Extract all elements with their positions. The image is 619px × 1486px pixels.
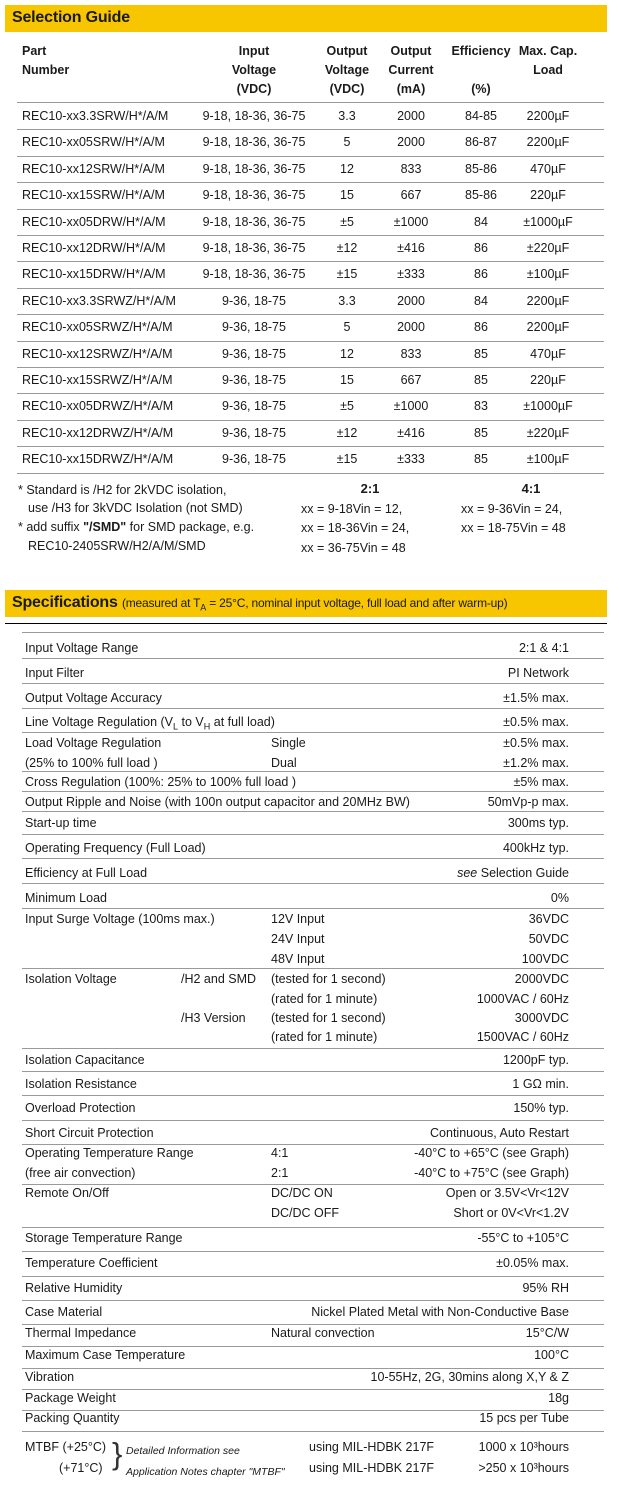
table-cell: ±12 <box>336 425 358 440</box>
spec-value: Open or 3.5V<Vr<12V <box>445 1186 569 1200</box>
table-cell: 2200µF <box>526 320 570 335</box>
spec-condition: (tested for 1 second) <box>271 1011 386 1025</box>
table-header-rule <box>17 102 604 103</box>
table-cell: 84-85 <box>465 109 497 123</box>
table-cell: ±220µF <box>526 425 570 440</box>
spec-label: Case Material <box>25 1305 103 1319</box>
table-cell: ±220µF <box>526 241 570 255</box>
spec-label: Vibration <box>25 1370 75 1384</box>
row-divider <box>17 473 604 474</box>
spec-label: Operating Temperature Range <box>25 1146 194 1160</box>
row-divider <box>17 314 604 315</box>
table-cell: 9-36, 18-75 <box>222 346 286 361</box>
spec-value: 1500VAC / 60Hz <box>476 1030 569 1044</box>
spec-value: 400kHz typ. <box>502 841 569 855</box>
spec-value: 50mVp-p max. <box>487 795 569 809</box>
column-header: Efficiency (%) <box>451 44 511 96</box>
ratio-2-1-title: 2:1 <box>360 481 380 496</box>
table-cell: 83 <box>474 399 488 414</box>
table-cell: 9-36, 18-75 <box>222 399 286 414</box>
ratio-4-1-line1: xx = 9-36Vin = 24, <box>461 502 563 516</box>
spec-divider <box>22 1095 604 1096</box>
spec-label: (free air convection) <box>25 1166 136 1180</box>
spec-condition: DC/DC ON <box>271 1186 333 1200</box>
table-cell: ±416 <box>397 425 425 440</box>
spec-label: Package Weight <box>25 1391 116 1405</box>
spec-divider <box>22 1324 604 1325</box>
spec-value: 2:1 & 4:1 <box>518 641 569 655</box>
spec-label: Thermal Impedance <box>25 1326 137 1340</box>
table-cell: ±1000µF <box>523 399 573 414</box>
table-cell: 9-18, 18-36, 36-75 <box>202 267 306 282</box>
table-cell: REC10-xx15SRWZ/H*/A/M <box>22 373 173 387</box>
spec-divider <box>22 858 604 859</box>
spec-divider <box>22 811 604 812</box>
specifications-title: Specifications (measured at $T_A = 25^\circ C$, nominal input voltage, full load and after warm-up) <box>12 594 508 613</box>
note-smd: * add suffix "/SMD" for SMD package, e.g. <box>18 520 255 534</box>
spec-condition: Natural convection <box>271 1326 375 1340</box>
spec-value: 1000 x 10³hours <box>478 1440 569 1454</box>
table-cell: 9-18, 18-36, 36-75 <box>202 109 306 123</box>
table-cell: 9-18, 18-36, 36-75 <box>202 214 306 229</box>
spec-value: ±1.2% max. <box>503 756 569 770</box>
spec-value: 15 pcs per Tube <box>479 1411 569 1425</box>
table-cell: 2200µF <box>526 109 570 123</box>
spec-value: ±5% max. <box>513 775 569 789</box>
ratio-2-1-line2: xx = 18-36Vin = 24, <box>301 521 410 535</box>
spec-value: 1000VAC / 60Hz <box>476 992 569 1006</box>
table-cell: 85 <box>474 452 488 467</box>
spec-value: ±0.05% max. <box>496 1256 569 1270</box>
table-cell: 9-36, 18-75 <box>222 373 286 387</box>
spec-value: see Selection Guide <box>457 866 569 880</box>
row-divider <box>17 261 604 262</box>
spec-value: -40°C to +75°C (see Graph) <box>414 1166 569 1180</box>
spec-value: Nickel Plated Metal with Non-Conductive Base <box>311 1305 569 1319</box>
table-cell: 9-36, 18-75 <box>222 293 286 308</box>
row-divider <box>17 156 604 157</box>
table-cell: 85 <box>474 373 488 387</box>
column-header: Part Number <box>22 44 70 77</box>
table-cell: REC10-xx05SRW/H*/A/M <box>22 135 165 150</box>
table-cell: REC10-xx05DRWZ/H*/A/M <box>22 399 174 414</box>
spec-divider <box>22 658 604 659</box>
table-cell: 9-18, 18-36, 36-75 <box>202 135 306 150</box>
spec-label: Input Surge Voltage (100ms max.) <box>25 912 215 926</box>
table-cell: 2000 <box>397 320 425 335</box>
table-cell: 12 <box>340 161 354 176</box>
spec-value: 0% <box>550 891 569 905</box>
spec-value: ±0.5% max. <box>503 715 569 729</box>
spec-divider <box>22 771 604 772</box>
spec-divider <box>22 1368 604 1369</box>
table-cell: ±1000µF <box>523 214 573 229</box>
table-cell: 833 <box>400 161 422 176</box>
spec-value: 2000VDC <box>514 972 569 986</box>
table-cell: REC10-xx12SRW/H*/A/M <box>22 161 165 176</box>
row-divider <box>17 235 604 236</box>
table-cell: ±416 <box>397 241 425 255</box>
table-cell: 3.3 <box>338 293 356 308</box>
table-cell: REC10-xx12DRW/H*/A/M <box>22 241 166 255</box>
spec-label: Isolation Capacitance <box>25 1053 145 1067</box>
spec-condition: (rated for 1 minute) <box>271 992 378 1006</box>
mtbf-brace: } <box>112 1436 123 1471</box>
table-cell: 84 <box>474 293 488 308</box>
spec-condition: using MIL-HDBK 217F <box>309 1440 435 1454</box>
spec-divider <box>22 632 604 633</box>
spec-condition: 2:1 <box>271 1166 289 1180</box>
table-cell: 3.3 <box>338 109 356 123</box>
table-cell: ±100µF <box>526 267 570 282</box>
table-cell: REC10-xx12SRWZ/H*/A/M <box>22 346 173 361</box>
spec-divider <box>22 1300 604 1301</box>
table-cell: 9-36, 18-75 <box>222 425 286 440</box>
spec-value: >250 x 10³hours <box>478 1461 569 1475</box>
selection-guide-title: Selection Guide <box>12 9 130 26</box>
table-cell: 667 <box>400 188 422 203</box>
spec-variant: /H3 Version <box>181 1011 246 1025</box>
spec-label: Operating Frequency (Full Load) <box>25 841 206 855</box>
table-cell: 85 <box>474 425 488 440</box>
table-cell: ±15 <box>336 452 358 467</box>
selection-guide-header-bar <box>5 5 607 32</box>
spec-label: Input Voltage Range <box>25 641 139 655</box>
column-header: Output Current (mA) <box>388 44 434 96</box>
specifications-header-bar <box>5 590 607 617</box>
table-cell: 470µF <box>530 161 566 176</box>
table-cell: REC10-xx05SRWZ/H*/A/M <box>22 320 173 335</box>
table-cell: 15 <box>340 188 354 203</box>
table-cell: REC10-xx12DRWZ/H*/A/M <box>22 425 174 440</box>
spec-label: Temperature Coefficient <box>25 1256 158 1270</box>
note-standard: * Standard is /H2 for 2kVDC isolation, <box>18 483 227 497</box>
table-cell: ±1000 <box>393 214 429 229</box>
table-cell: 86-87 <box>465 135 497 150</box>
spec-divider <box>22 1346 604 1347</box>
spec-condition: 4:1 <box>271 1146 289 1160</box>
spec-divider <box>22 1276 604 1277</box>
spec-value: 1 GΩ min. <box>512 1077 569 1091</box>
row-divider <box>17 341 604 342</box>
specifications-top-rule <box>5 623 607 624</box>
spec-divider <box>22 1071 604 1072</box>
table-cell: 470µF <box>530 346 566 361</box>
table-cell: REC10-xx15SRW/H*/A/M <box>22 188 165 203</box>
spec-label: Storage Temperature Range <box>25 1231 183 1245</box>
spec-label: Output Voltage Accuracy <box>25 691 162 705</box>
spec-label: (25% to 100% full load ) <box>25 756 158 770</box>
spec-label: Remote On/Off <box>25 1186 109 1200</box>
table-cell: 2000 <box>397 135 425 150</box>
spec-value: 10-55Hz, 2G, 30mins along X,Y & Z <box>370 1370 569 1384</box>
spec-divider <box>22 1144 604 1145</box>
spec-divider <box>22 1431 604 1432</box>
spec-value: 15°C/W <box>525 1326 569 1340</box>
spec-divider <box>22 1120 604 1121</box>
table-cell: 85-86 <box>465 161 497 176</box>
spec-label: Minimum Load <box>25 891 107 905</box>
spec-value: 300ms typ. <box>507 816 569 830</box>
ratio-2-1-line3: xx = 36-75Vin = 48 <box>301 541 406 555</box>
spec-label: MTBF (+25°C) <box>25 1440 107 1454</box>
table-cell: 2200µF <box>526 293 570 308</box>
row-divider <box>17 129 604 130</box>
table-cell: 2000 <box>397 293 425 308</box>
spec-note: Application Notes chapter "MTBF" <box>126 1466 285 1478</box>
spec-value: 100°C <box>534 1348 569 1362</box>
table-cell: 5 <box>343 320 351 335</box>
spec-divider <box>22 791 604 792</box>
ratio-4-1-line2: xx = 18-75Vin = 48 <box>461 521 566 535</box>
spec-condition: DC/DC OFF <box>271 1206 340 1220</box>
note-smd-example: REC10-2405SRW/H2/A/M/SMD <box>28 539 206 553</box>
spec-divider <box>22 1251 604 1252</box>
table-cell: 86 <box>474 320 488 335</box>
row-divider <box>17 393 604 394</box>
table-cell: REC10-xx3.3SRWZ/H*/A/M <box>22 293 176 308</box>
spec-divider <box>22 968 604 969</box>
table-cell: 5 <box>343 135 351 150</box>
spec-label: Line Voltage Regulation ($V_L$ to $V_H$ at full load) <box>25 715 275 732</box>
table-cell: 220µF <box>530 373 566 387</box>
table-cell: REC10-xx15DRWZ/H*/A/M <box>22 452 174 467</box>
table-cell: REC10-xx05DRW/H*/A/M <box>22 214 166 229</box>
table-cell: 12 <box>340 346 354 361</box>
column-header: Input Voltage (VDC) <box>231 44 277 96</box>
spec-value: 1200pF typ. <box>502 1053 569 1067</box>
table-cell: 220µF <box>530 188 566 203</box>
table-cell: 9-18, 18-36, 36-75 <box>202 241 306 255</box>
table-cell: 86 <box>474 267 488 282</box>
spec-value: 36VDC <box>528 912 569 926</box>
table-cell: 84 <box>474 214 488 229</box>
table-cell: 9-18, 18-36, 36-75 <box>202 188 306 203</box>
note-h3: use /H3 for 3kVDC Isolation (not SMD) <box>28 501 243 515</box>
spec-condition: Dual <box>271 756 297 770</box>
table-cell: 833 <box>400 346 422 361</box>
table-cell: 667 <box>400 373 422 387</box>
row-divider <box>17 288 604 289</box>
spec-label: Overload Protection <box>25 1101 136 1115</box>
spec-condition: Single <box>271 736 306 750</box>
spec-divider <box>22 1184 604 1185</box>
spec-divider <box>22 683 604 684</box>
ratio-2-1-line1: xx = 9-18Vin = 12, <box>301 502 403 516</box>
table-cell: 9-18, 18-36, 36-75 <box>202 161 306 176</box>
table-cell: ±15 <box>336 267 358 282</box>
spec-value: -55°C to +105°C <box>477 1231 569 1245</box>
spec-value: 150% typ. <box>513 1101 569 1115</box>
table-cell: 9-36, 18-75 <box>222 452 286 467</box>
ratio-4-1-title: 4:1 <box>521 481 541 496</box>
spec-divider <box>22 908 604 909</box>
spec-condition: 48V Input <box>271 952 325 966</box>
spec-divider <box>22 1227 604 1228</box>
spec-divider <box>22 708 604 709</box>
table-cell: ±333 <box>397 452 425 467</box>
spec-variant: /H2 and SMD <box>181 972 257 986</box>
table-cell: 2200µF <box>526 135 570 150</box>
spec-value: 95% RH <box>522 1281 569 1295</box>
row-divider <box>17 209 604 210</box>
table-cell: ±333 <box>397 267 425 282</box>
table-cell: 85 <box>474 346 488 361</box>
spec-condition: (rated for 1 minute) <box>271 1030 378 1044</box>
spec-label: Isolation Resistance <box>25 1077 137 1091</box>
spec-label: Output Ripple and Noise (with 100n output capacitor and 20MHz BW) <box>25 795 410 809</box>
table-cell: ±5 <box>340 214 354 229</box>
spec-divider <box>22 1389 604 1390</box>
table-cell: ±100µF <box>526 452 570 467</box>
spec-label: (+71°C) <box>59 1461 103 1475</box>
spec-label: Maximum Case Temperature <box>25 1348 186 1362</box>
table-cell: 9-36, 18-75 <box>222 320 286 335</box>
spec-value: 18g <box>548 1391 569 1405</box>
row-divider <box>17 182 604 183</box>
spec-value: ±1.5% max. <box>503 691 569 705</box>
spec-label: Relative Humidity <box>25 1281 123 1295</box>
table-cell: ±12 <box>336 241 358 255</box>
table-cell: 85-86 <box>465 188 497 203</box>
table-cell: ±1000 <box>393 399 429 414</box>
spec-value: Short or 0V<Vr<1.2V <box>453 1206 569 1220</box>
spec-value: -40°C to +65°C (see Graph) <box>414 1146 569 1160</box>
table-cell: 2000 <box>397 109 425 123</box>
spec-condition: (tested for 1 second) <box>271 972 386 986</box>
table-cell: REC10-xx15DRW/H*/A/M <box>22 267 166 282</box>
spec-condition: using MIL-HDBK 217F <box>309 1461 435 1475</box>
spec-value: Continuous, Auto Restart <box>430 1126 569 1140</box>
spec-condition: 12V Input <box>271 912 325 926</box>
table-cell: 15 <box>340 373 354 387</box>
spec-note: Detailed Information see <box>126 1445 240 1457</box>
spec-divider <box>22 1048 604 1049</box>
column-header: Output Voltage (VDC) <box>324 44 370 96</box>
table-cell: ±5 <box>340 399 354 414</box>
table-cell: 86 <box>474 241 488 255</box>
spec-condition: 24V Input <box>271 932 325 946</box>
spec-value: 3000VDC <box>514 1011 569 1025</box>
spec-divider <box>22 834 604 835</box>
spec-label: Start-up time <box>25 816 97 830</box>
spec-value: PI Network <box>507 666 569 680</box>
row-divider <box>17 446 604 447</box>
spec-label: Input Filter <box>25 666 85 680</box>
spec-label: Cross Regulation (100%: 25% to 100% full load ) <box>25 775 296 789</box>
spec-label: Load Voltage Regulation <box>25 736 162 750</box>
spec-label: Short Circuit Protection <box>25 1126 154 1140</box>
spec-value: 100VDC <box>521 952 569 966</box>
row-divider <box>17 367 604 368</box>
spec-label: Isolation Voltage <box>25 972 117 986</box>
spec-label: Packing Quantity <box>25 1411 120 1425</box>
spec-divider <box>22 883 604 884</box>
row-divider <box>17 420 604 421</box>
column-header: Max. Cap. Load <box>518 44 578 77</box>
specifications-subtitle: (measured at $T_A = 25^\circ C$, nominal input voltage, full load and after warm-up) <box>121 596 508 613</box>
table-cell: REC10-xx3.3SRW/H*/A/M <box>22 109 169 123</box>
spec-label: Efficiency at Full Load <box>25 866 148 880</box>
spec-value: 50VDC <box>528 932 569 946</box>
spec-value: ±0.5% max. <box>503 736 569 750</box>
